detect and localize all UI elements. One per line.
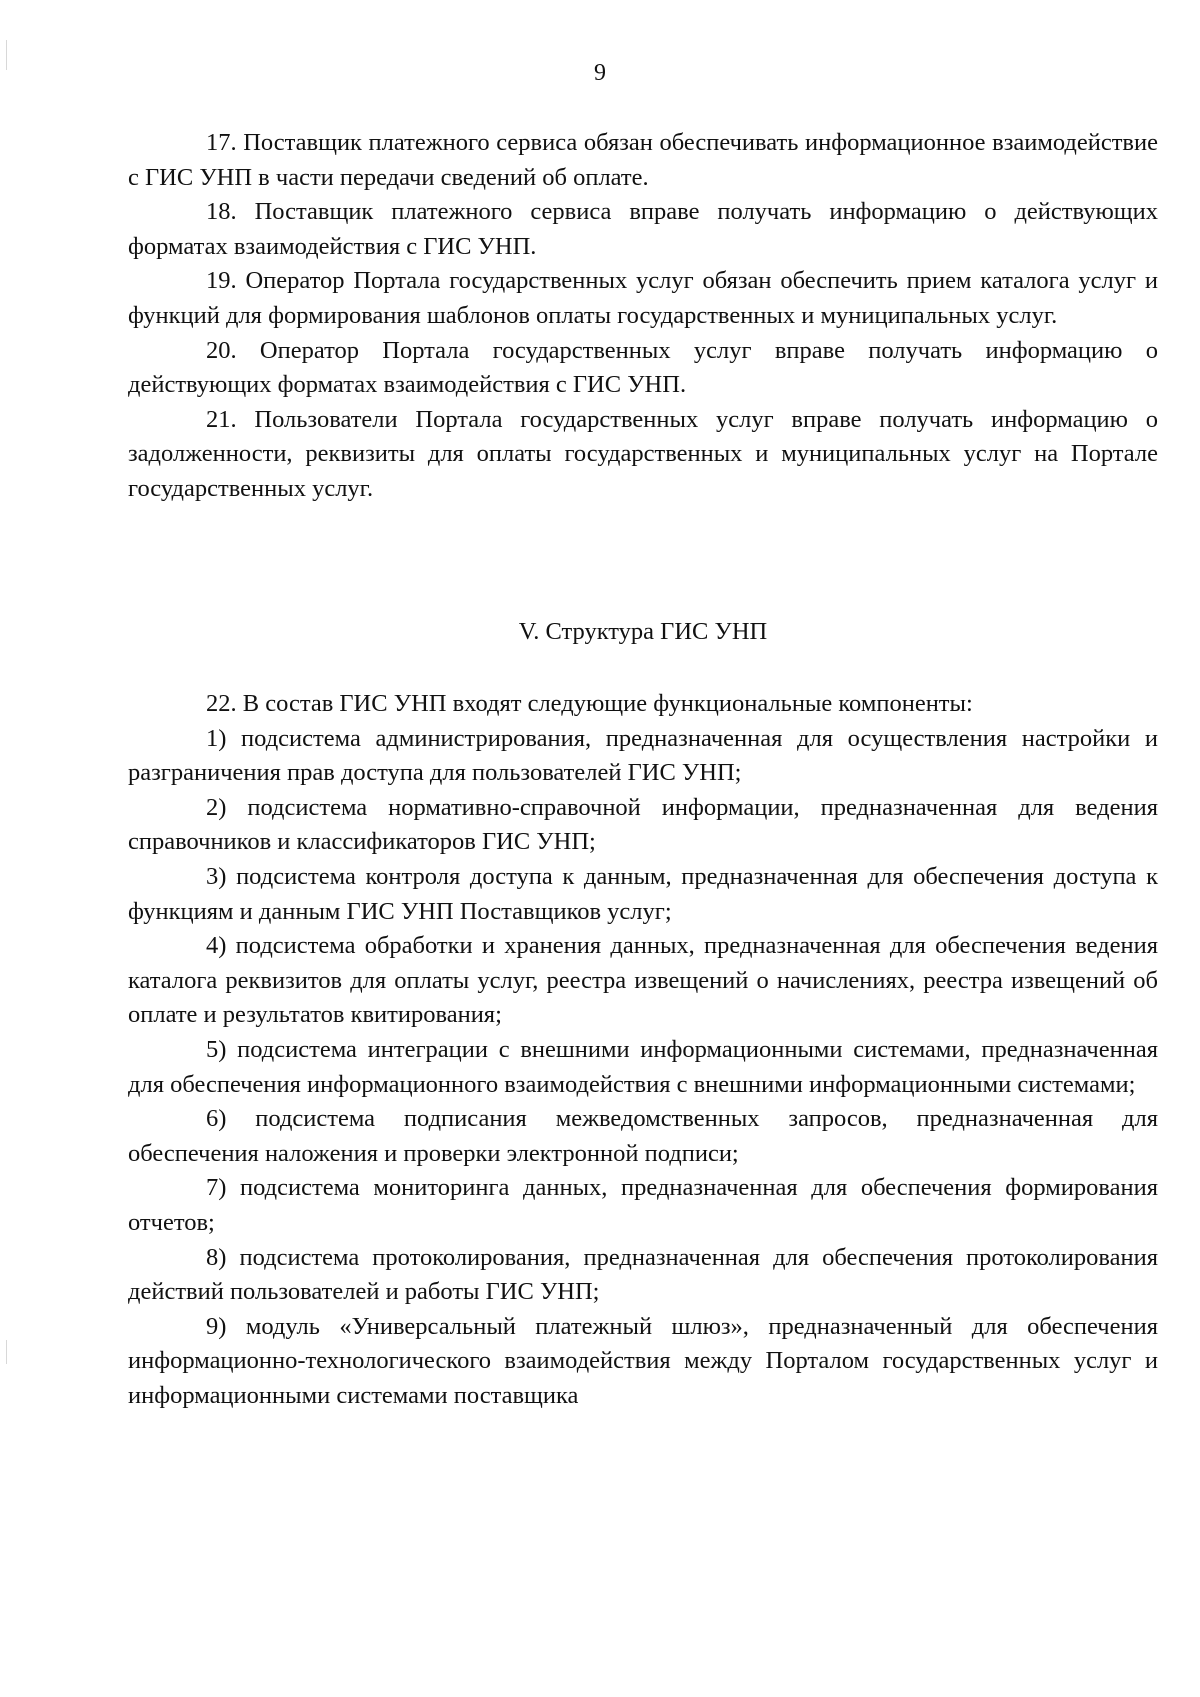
section-heading-container (128, 615, 1158, 650)
list-item-8: 8) подсистема протоколирования, предназначенная для обеспечения протоколирования действий пользователей и работы ГИС УНП; (128, 1243, 1158, 1306)
paragraph-19: 19. Оператор Портала государственных услуг обязан обеспечить прием каталога услуг и функций для формирования шаблонов оплаты государственных и муниципальных услуг. (128, 267, 1158, 329)
page-number: 9 (594, 60, 606, 86)
list-item-9: 9) модуль «Универсальный платежный шлюз», предназначенный для обеспечения информационно-технологического взаимодействия между Порталом государственных услуг и информационными системами поставщика (128, 1312, 1158, 1409)
paragraph-block-bottom (128, 687, 1158, 1413)
list-item-2: 2) подсистема нормативно-справочной информации, предназначенная для ведения справочников и классификаторов ГИС УНП; (128, 793, 1158, 856)
paragraph-21: 21. Пользователи Портала государственных услуг вправе получать информацию о задолженности, реквизиты для оплаты государственных и муниципальных услуг на Портале государственных услуг. (128, 405, 1158, 502)
scan-edge-mark (6, 1340, 7, 1364)
section-heading: V. Структура ГИС УНП (518, 618, 768, 645)
list-item-7: 7) подсистема мониторинга данных, предназначенная для обеспечения формирования отчетов; (128, 1174, 1158, 1236)
list-item-3: 3) подсистема контроля доступа к данным, предназначенная для обеспечения доступа к функциям и данным ГИС УНП Поставщиков услуг; (128, 862, 1158, 925)
list-item-1: 1) подсистема администрирования, предназначенная для осуществления настройки и разграничения прав доступа для пользователей ГИС УНП; (128, 724, 1158, 787)
paragraph-18: 18. Поставщик платежного сервиса вправе получать информацию о действующих форматах взаимодействия с ГИС УНП. (128, 198, 1158, 260)
paragraph-20: 20. Оператор Портала государственных услуг вправе получать информацию о действующих форматах взаимодействия с ГИС УНП. (128, 336, 1158, 399)
list-item-5: 5) подсистема интеграции с внешними информационными системами, предназначенная для обеспечения информационного взаимодействия с внешними информационными системами; (128, 1035, 1158, 1098)
paragraph-block-top (128, 126, 1158, 507)
list-item-6: 6) подсистема подписания межведомственных запросов, предназначенная для обеспечения наложения и проверки электронной подписи; (128, 1105, 1158, 1167)
paragraph-22: 22. В состав ГИС УНП входят следующие функциональные компоненты: (206, 690, 973, 717)
list-item-4: 4) подсистема обработки и хранения данных, предназначенная для обеспечения ведения каталога реквизитов для оплаты услуг, реестра извещений о начислениях, реестра извещений об оплате и результатов квитирования; (128, 932, 1158, 1029)
paragraph-17: 17. Поставщик платежного сервиса обязан обеспечивать информационное взаимодействие с ГИС УНП в части передачи сведений об оплате. (128, 129, 1158, 191)
